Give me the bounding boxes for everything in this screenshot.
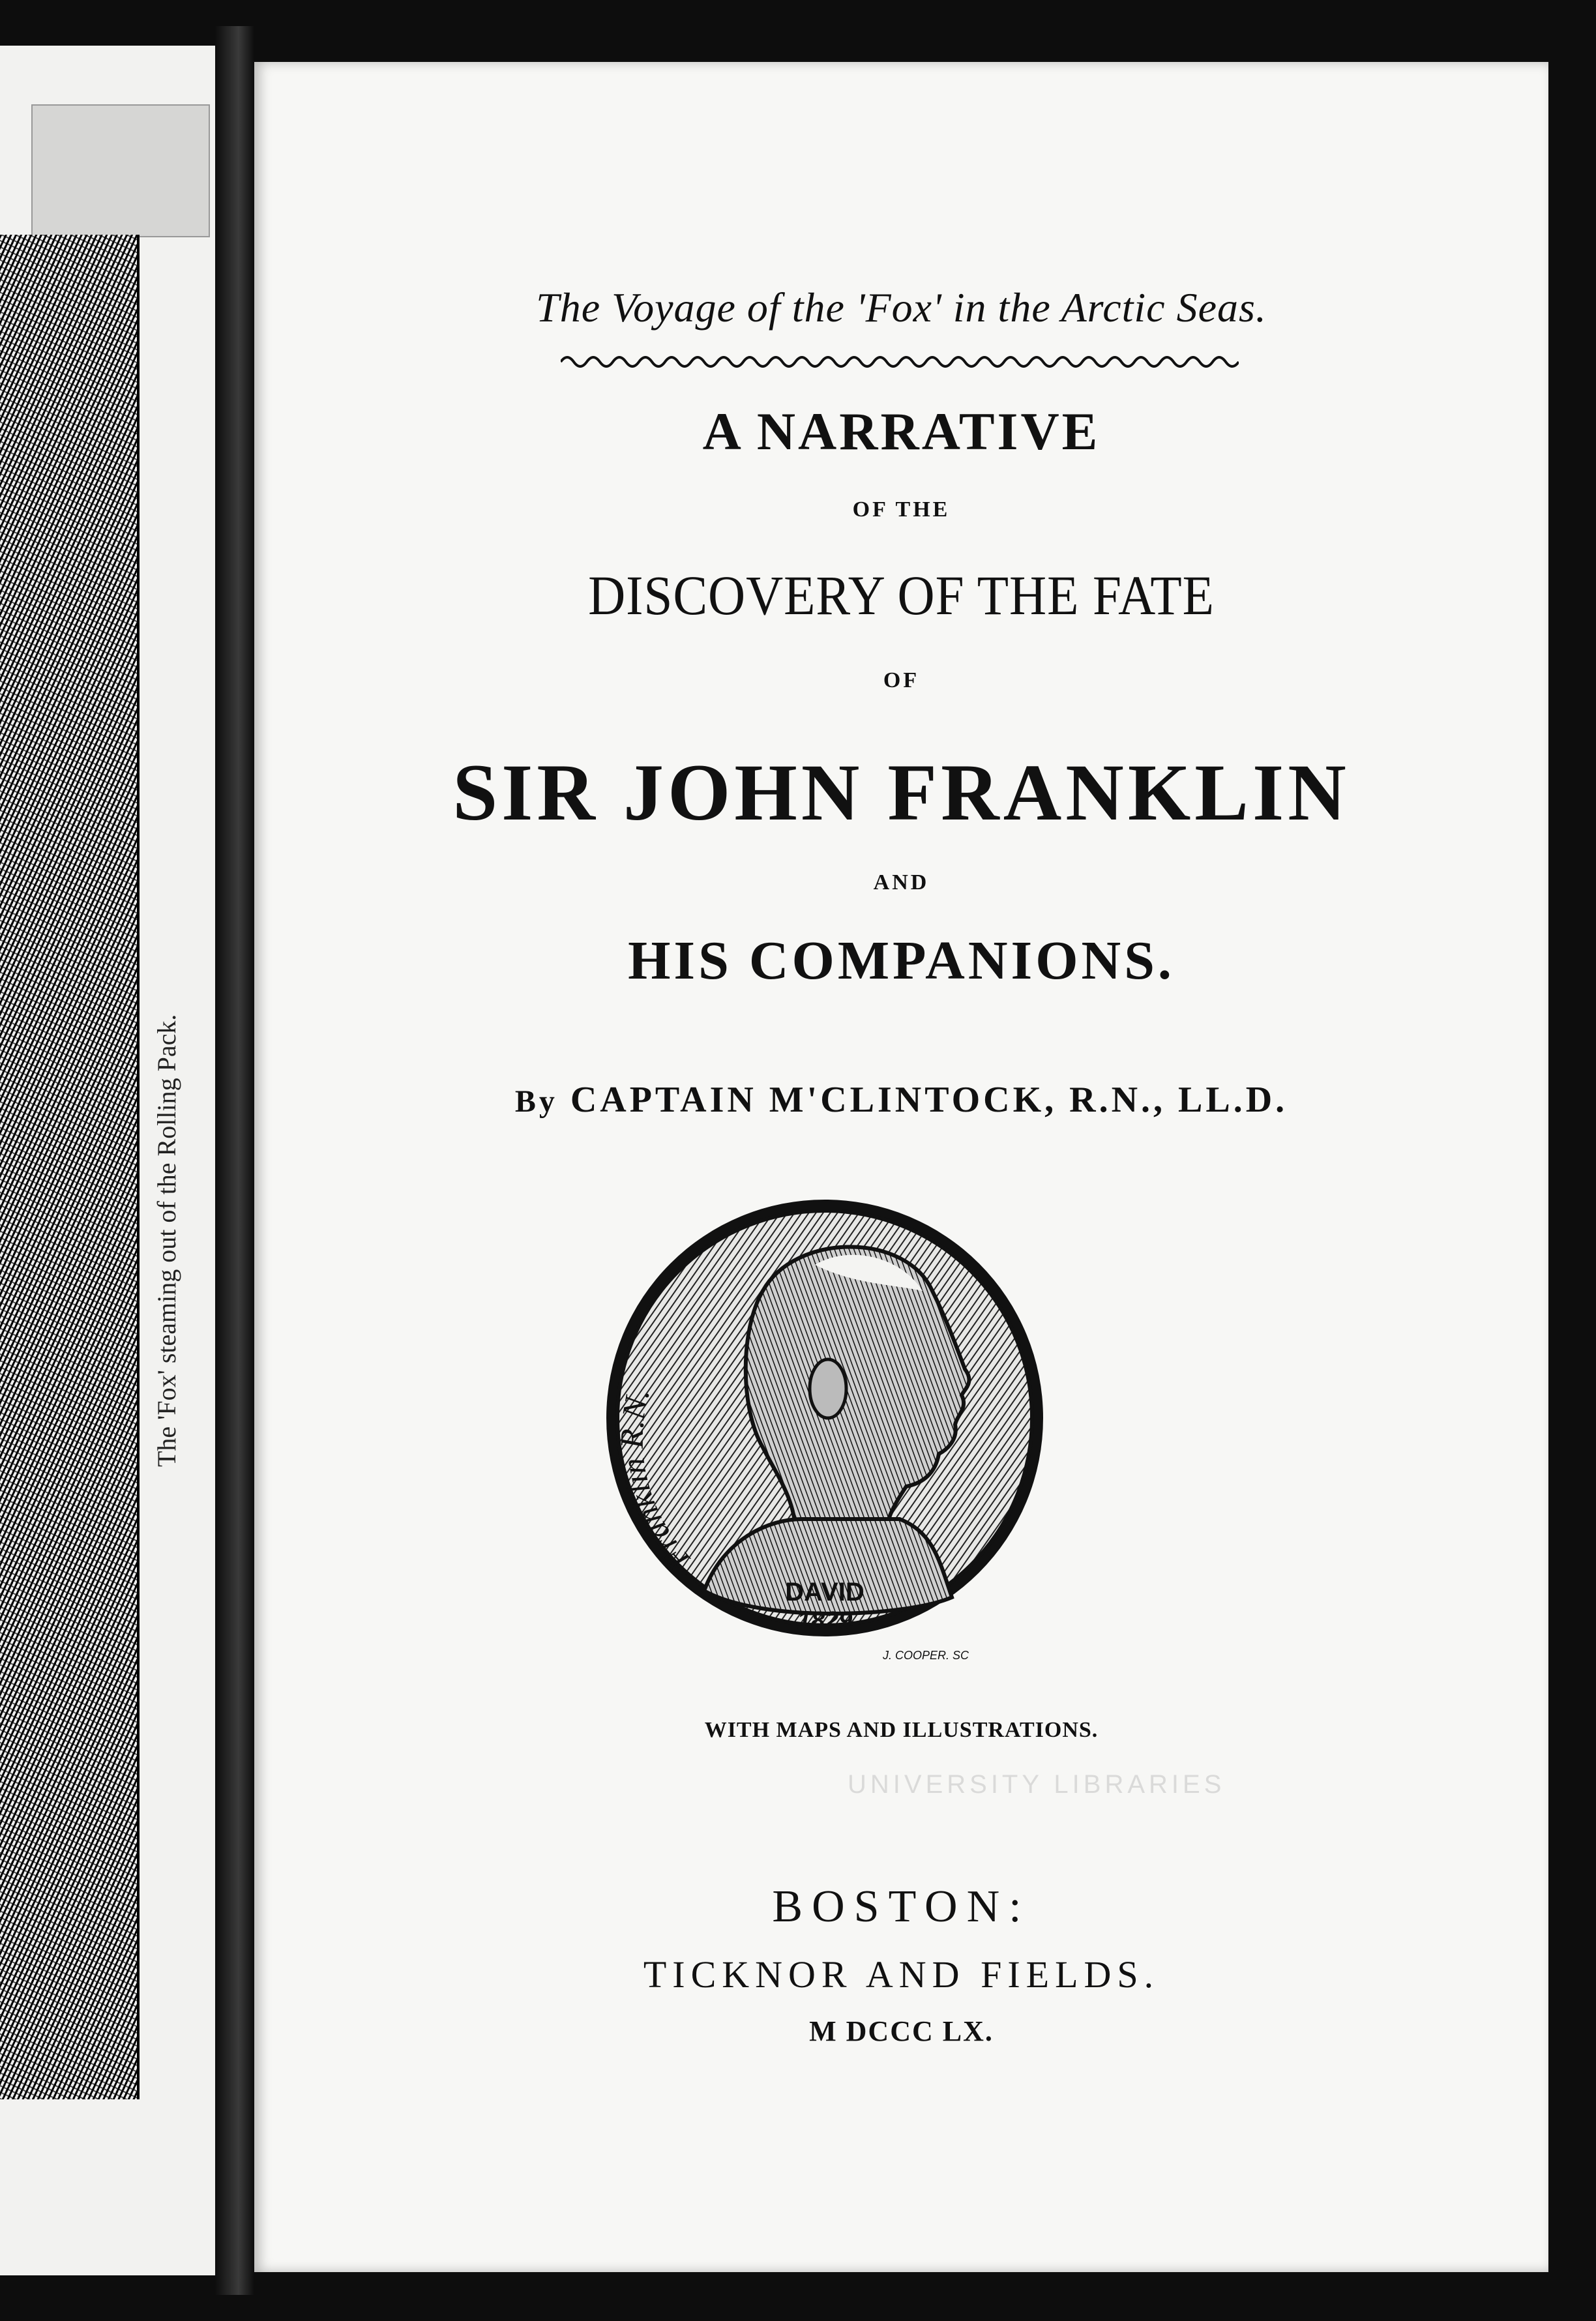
imprint-publisher: TICKNOR AND FIELDS. xyxy=(643,1953,1160,1996)
medallion-engraver: J. COOPER. SC xyxy=(882,1649,969,1662)
frontispiece-page xyxy=(0,46,215,2275)
medallion-inscription: Franklin R.N. xyxy=(613,1383,697,1578)
tissue-tab xyxy=(31,104,210,237)
title-line-franklin: SIR JOHN FRANKLIN xyxy=(452,748,1350,837)
medallion-year: 1829 xyxy=(797,1607,853,1634)
author-byline xyxy=(254,1079,1548,1121)
wavy-rule xyxy=(561,349,1239,375)
title-line-of: OF xyxy=(883,668,920,692)
byline-author: CAPTAIN M'CLINTOCK, R.N., LL.D. xyxy=(570,1080,1288,1120)
library-stamp: UNIVERSITY LIBRARIES xyxy=(848,1770,1226,1799)
title-line-discovery: DISCOVERY OF THE FATE xyxy=(588,564,1215,627)
frontispiece-engraving xyxy=(0,235,140,2099)
imprint-city: BOSTON: xyxy=(772,1882,1031,1932)
title-line-and: AND xyxy=(873,870,930,894)
book-gutter xyxy=(215,26,254,2295)
medallion-artist: DAVID xyxy=(785,1578,864,1606)
maps-illustrations-note: WITH MAPS AND ILLUSTRATIONS. xyxy=(704,1718,1099,1742)
byline-prefix: By xyxy=(514,1084,558,1119)
franklin-medallion xyxy=(600,1193,1056,1702)
title-line-companions: HIS COMPANIONS. xyxy=(628,930,1175,991)
series-title: The Voyage of the 'Fox' in the Arctic Seas. xyxy=(536,284,1267,331)
medallion-portrait xyxy=(600,1193,1056,1702)
imprint-date: M DCCC LX. xyxy=(809,2015,994,2047)
frontispiece-caption: The 'Fox' steaming out of the Rolling Pack. xyxy=(152,1014,181,1467)
title-page xyxy=(254,62,1548,2272)
title-line-of-the: OF THE xyxy=(852,497,951,522)
title-line-narrative: A NARRATIVE xyxy=(702,402,1101,461)
